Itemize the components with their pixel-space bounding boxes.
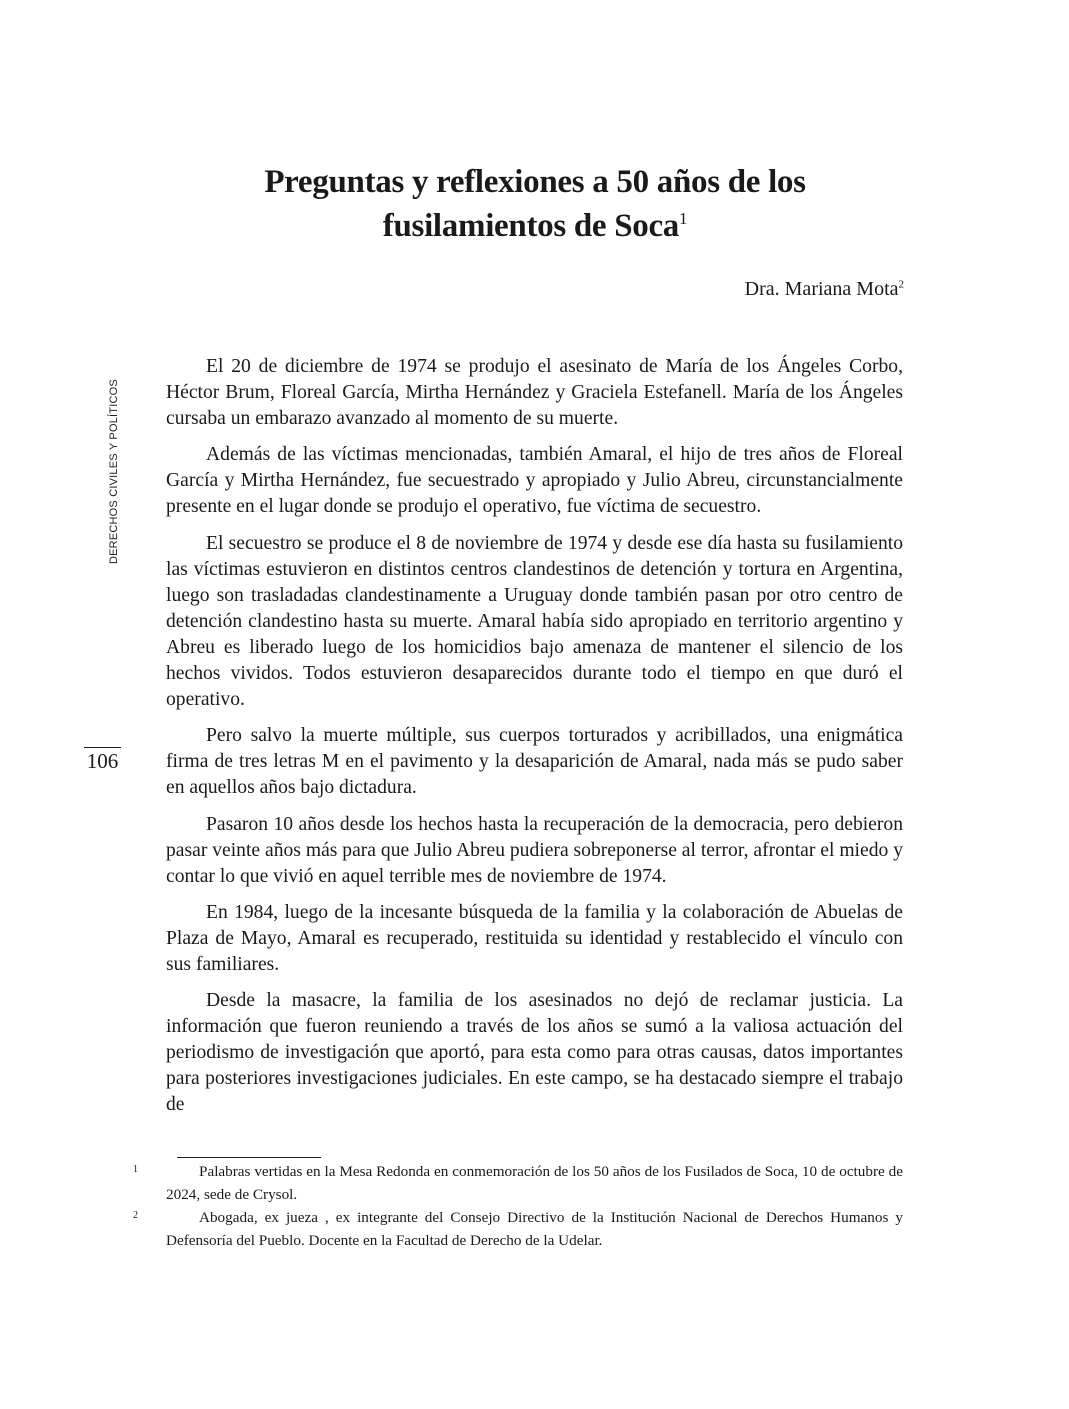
article-title	[160, 160, 910, 248]
footnote-text: Palabras vertidas en la Mesa Redonda en conmemoración de los 50 años de los Fusilados de Soca, 10 de octubre de 2024, sede de Crysol.	[166, 1163, 903, 1203]
body-paragraph: El secuestro se produce el 8 de noviembre de 1974 y desde ese día hasta su fusilamiento las víctimas estuvieron en distintos centros clandestinos de detención y tortura en Argentina, luego son trasladadas clandestinamente a Uruguay donde también pasan por otro centro de detención clandestino hasta su muerte. Amaral había sido apropiado en territorio argentino y Abreu es liberado luego de los homicidios bajo amenaza de mantener el silencio de los hechos vividos. Todos estuvieron desaparecidos durante todo el tiempo en que duró el operativo.	[166, 532, 903, 711]
title-line-1: Preguntas y reflexiones a 50 años de los	[264, 164, 806, 200]
author-footnote-ref[interactable]: 2	[898, 278, 904, 291]
footnote-2	[133, 1206, 903, 1252]
page-number-rule	[84, 747, 121, 748]
author-byline	[745, 278, 904, 301]
footnote-number: 2	[133, 1210, 138, 1221]
body-paragraph: El 20 de diciembre de 1974 se produjo el asesinato de María de los Ángeles Corbo, Héctor Brum, Floreal García, Mirtha Hernández y Graciela Estefanell. María de los Ángeles cursaba un embarazo avanzado al momento de su muerte.	[166, 356, 903, 430]
author-name: Dra. Mariana Mota	[744, 278, 899, 300]
body-paragraph: Desde la masacre, la familia de los asesinados no dejó de reclamar justicia. La información que fueron reuniendo a través de los años se sumó a la valiosa actuación del periodismo de investigación que aportó, para esta como para otras causas, datos importantes para posteriores investigaciones judiciales. En este campo, se ha destacado siempre el trabajo de	[166, 990, 903, 1116]
body-paragraph: En 1984, luego de la incesante búsqueda de la familia y la colaboración de Abuelas de Plaza de Mayo, Amaral es recuperado, restituida su identidad y restablecido el vínculo con sus familiares.	[166, 901, 903, 975]
title-footnote-ref[interactable]: 1	[679, 209, 688, 228]
page-number: 106	[86, 749, 119, 773]
body-paragraph: Pasaron 10 años desde los hechos hasta la recuperación de la democracia, pero debieron pasar veinte años más para que Julio Abreu pudiera sobreponerse al terror, afrontar el miedo y contar lo que vivió en aquel terrible mes de noviembre de 1974.	[166, 813, 903, 887]
footnote-number: 1	[133, 1164, 138, 1175]
section-side-label: DERECHOS CIVILES Y POLÍTICOS	[108, 379, 120, 564]
body-paragraph: Además de las víctimas mencionadas, también Amaral, el hijo de tres años de Floreal García y Mirtha Hernández, fue secuestrado y apropiado y Julio Abreu, circunstancialmente presente en el lugar donde se produjo el operativo, fue víctima de secuestro.	[166, 444, 903, 518]
footnote-text: Abogada, ex jueza , ex integrante del Consejo Directivo de la Institución Nacional de Derechos Humanos y Defensoría del Pueblo. Docente en la Facultad de Derecho de la Udelar.	[166, 1209, 903, 1249]
footnote-separator	[177, 1157, 321, 1158]
footnotes	[133, 1160, 903, 1252]
article-body	[166, 354, 903, 1129]
title-line-2	[160, 204, 910, 248]
footnote-1	[133, 1160, 903, 1206]
title-line-2-text: fusilamientos de Soca	[382, 208, 679, 244]
body-paragraph: Pero salvo la muerte múltiple, sus cuerpos torturados y acribillados, una enigmática firma de tres letras M en el pavimento y la desaparición de Amaral, nada más se pudo saber en aquellos años bajo dictadura.	[166, 725, 903, 799]
